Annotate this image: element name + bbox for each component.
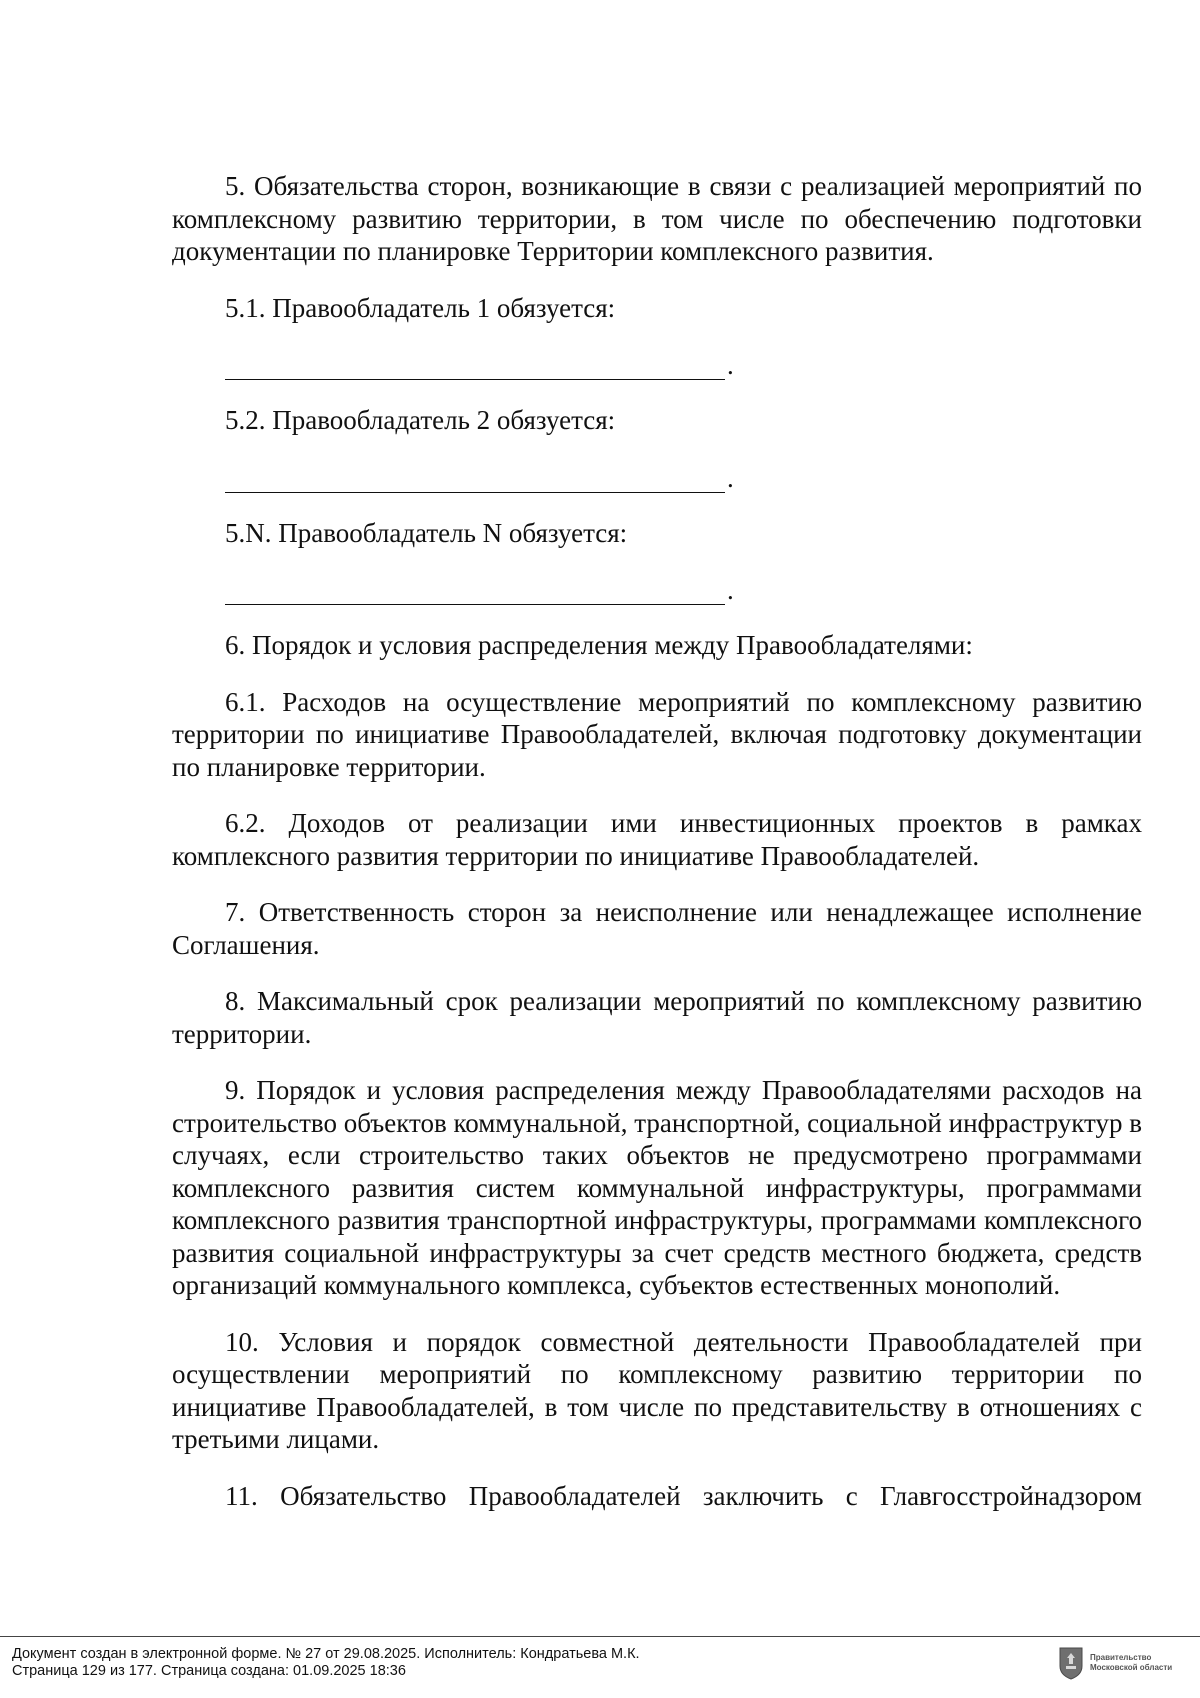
footer-line-document: Документ создан в электронной форме. № 27 от 29.08.2025. Исполнитель: Кондратьева М.К.: [12, 1646, 640, 1662]
paragraph-8: 8. Максимальный срок реализации мероприятий по комплексному развитию территории.: [172, 986, 1142, 1049]
paragraph-5: 5. Обязательства сторон, возникающие в связи с реализацией мероприятий по комплексному развитию территории, в том числе по обеспечению подготовки документации по планировке Территории комплексного развития.: [172, 171, 1142, 266]
paragraph-7: 7. Ответственность сторон за неисполнение или ненадлежащее исполнение Соглашения.: [172, 897, 1142, 960]
paragraph-5-1: 5.1. Правообладатель 1 обязуется:: [225, 292, 616, 323]
blank-field-5-n: [225, 575, 1142, 605]
blank-period: .: [727, 462, 734, 493]
paragraph-11: 11. Обязательство Правообладателей заключить с Главгосстройнадзором: [225, 1480, 1142, 1511]
footer-divider: [0, 1636, 1200, 1637]
blank-underline: [225, 578, 725, 605]
blank-field-5-2: [225, 463, 1142, 493]
paragraph-6-1: 6.1. Расходов на осуществление мероприятий по комплексному развитию территории по инициативе Правообладателей, включая подготовку документации по планировке территории.: [172, 686, 1142, 782]
document-body: [172, 170, 1142, 1536]
paragraph-9: 9. Порядок и условия распределения между Правообладателями расходов на строительство объектов коммунальной, транспортной, социальной инфраструктур в случаях, если строительство таких объектов не предусмотрено программами комплексного развития систем коммунальной инфраструктуры, программами комплексного развития транспортной инфраструктуры, программами комплексного развития социальной инфраструктуры за счет средств местного бюджета, средств организаций коммунального комплекса, субъектов естественных монополий.: [172, 1075, 1142, 1300]
government-logo: [1058, 1640, 1192, 1686]
paragraph-6-2: 6.2. Доходов от реализации ими инвестиционных проектов в рамках комплексного развития территории по инициативе Правообладателей.: [172, 808, 1142, 871]
footer-line-page: Страница 129 из 177. Страница создана: 01.09.2025 18:36: [12, 1662, 406, 1679]
blank-field-5-1: [225, 350, 1142, 380]
paragraph-6: 6. Порядок и условия распределения между Правообладателями:: [225, 630, 973, 660]
blank-underline: [225, 466, 725, 493]
coat-of-arms-icon: [1058, 1646, 1084, 1680]
paragraph-5-n: 5.N. Правообладатель N обязуется:: [225, 517, 628, 548]
blank-period: .: [727, 575, 734, 605]
paragraph-10: 10. Условия и порядок совместной деятельности Правообладателей при осуществлении мероприятий по комплексному развитию территории по инициативе Правообладателей, в том числе по представительству в отношениях с третьими лицами.: [172, 1326, 1142, 1454]
paragraph-5-2: 5.2. Правообладатель 2 обязуется:: [225, 405, 616, 435]
blank-period: .: [727, 350, 734, 380]
footer-info: [12, 1646, 640, 1679]
logo-caption: Правительство Московской области: [1090, 1653, 1173, 1672]
blank-underline: [225, 353, 725, 380]
